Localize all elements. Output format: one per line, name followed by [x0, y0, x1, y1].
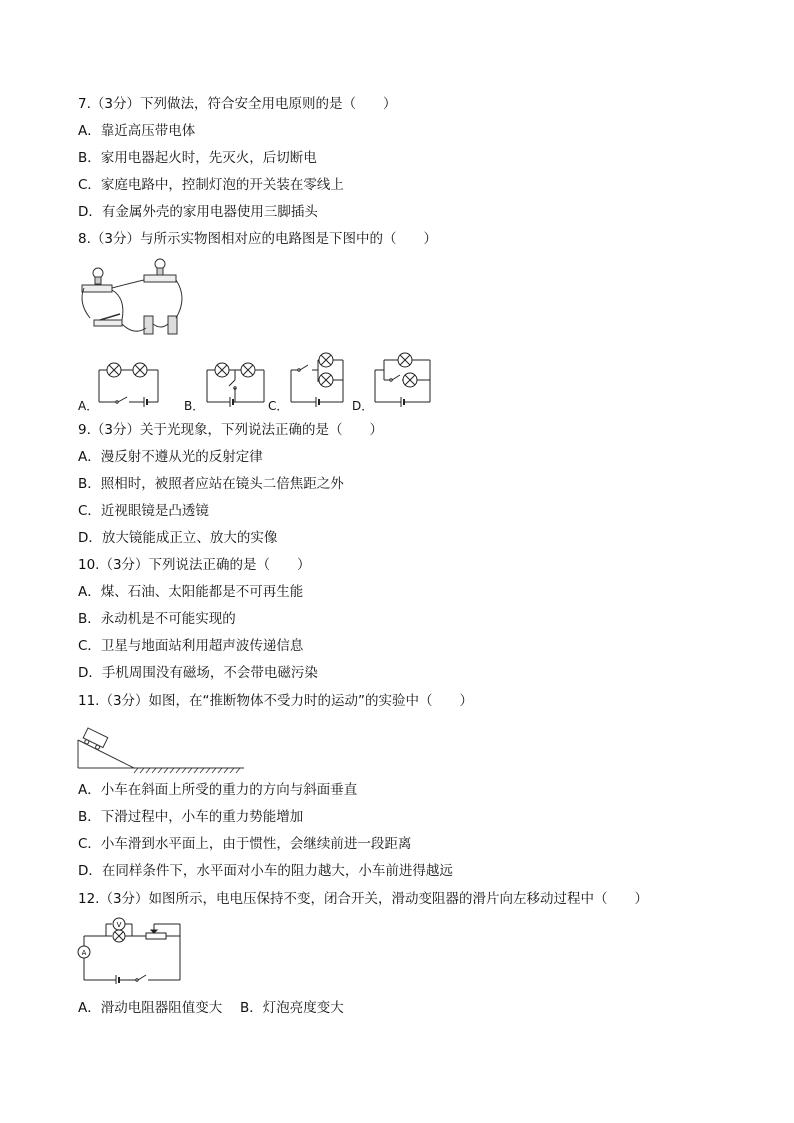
q10-stem: 10.（3分）下列说法正确的是（ ）: [78, 557, 311, 573]
q8-option-d-label: D．: [352, 399, 374, 413]
q8-stem: 8.（3分）与所示实物图相对应的电路图是下图中的（ ）: [78, 231, 437, 247]
q7-option-a: A．靠近高压带电体: [78, 123, 196, 139]
q10-option-a: A．煤、石油、太阳能都是不可再生能: [78, 584, 304, 600]
q10-option-b: B．永动机是不可能实现的: [78, 611, 236, 627]
q11-option-c: C．小车滑到水平面上，由于惯性，会继续前进一段距离: [78, 836, 412, 852]
q7-option-c: C．家庭电路中，控制灯泡的开关装在零线上: [78, 177, 344, 193]
q8-option-b-circuit: [204, 358, 268, 408]
q7-option-d: D．有金属外壳的家用电器使用三脚插头: [78, 204, 318, 220]
q12-options-ab: A．滑动电阻器阻值变大 B．灯泡亮度变大: [78, 1000, 344, 1016]
q8-option-a-circuit: [96, 358, 162, 408]
q7-stem: 7.（3分）下列做法，符合安全用电原则的是（ ）: [78, 96, 397, 112]
q8-option-c-label: C．: [268, 399, 289, 413]
q9-option-b: B．照相时，被照者应站在镜头二倍焦距之外: [78, 476, 344, 492]
q8-physical-circuit-image: [76, 258, 191, 343]
q11-option-a: A．小车在斜面上所受的重力的方向与斜面垂直: [78, 782, 358, 798]
q10-option-c: C．卫星与地面站利用超声波传递信息: [78, 638, 304, 654]
q8-option-a-label: A．: [78, 399, 99, 413]
q9-option-c: C．近视眼镜是凸透镜: [78, 503, 209, 519]
ammeter-label: A: [81, 949, 87, 957]
q8-option-c-circuit: [288, 352, 350, 408]
q12-stem: 12.（3分）如图所示，电电压保持不变，闭合开关，滑动变阻器的滑片向左移动过程中（ ）: [78, 891, 649, 907]
q11-stem: 11.（3分）如图，在“推断物体不受力时的运动”的实验中（ ）: [78, 693, 474, 709]
q8-option-b-label: B．: [184, 399, 205, 413]
voltmeter-label: V: [116, 921, 122, 929]
q9-option-d: D．放大镜能成正立、放大的实像: [78, 530, 278, 546]
q9-stem: 9.（3分）关于光现象，下列说法正确的是（ ）: [78, 422, 383, 438]
q11-option-d: D．在同样条件下，水平面对小车的阻力越大，小车前进得越远: [78, 863, 453, 879]
q8-option-d-circuit: [372, 350, 436, 408]
q10-option-d: D．手机周围没有磁场，不会带电磁污染: [78, 665, 318, 681]
q11-incline-figure: [76, 718, 248, 774]
q12-circuit-figure: [76, 916, 184, 984]
q7-option-b: B．家用电器起火时，先灭火，后切断电: [78, 150, 317, 166]
q9-option-a: A．漫反射不遵从光的反射定律: [78, 449, 263, 465]
q11-option-b: B．下滑过程中，小车的重力势能增加: [78, 809, 304, 825]
